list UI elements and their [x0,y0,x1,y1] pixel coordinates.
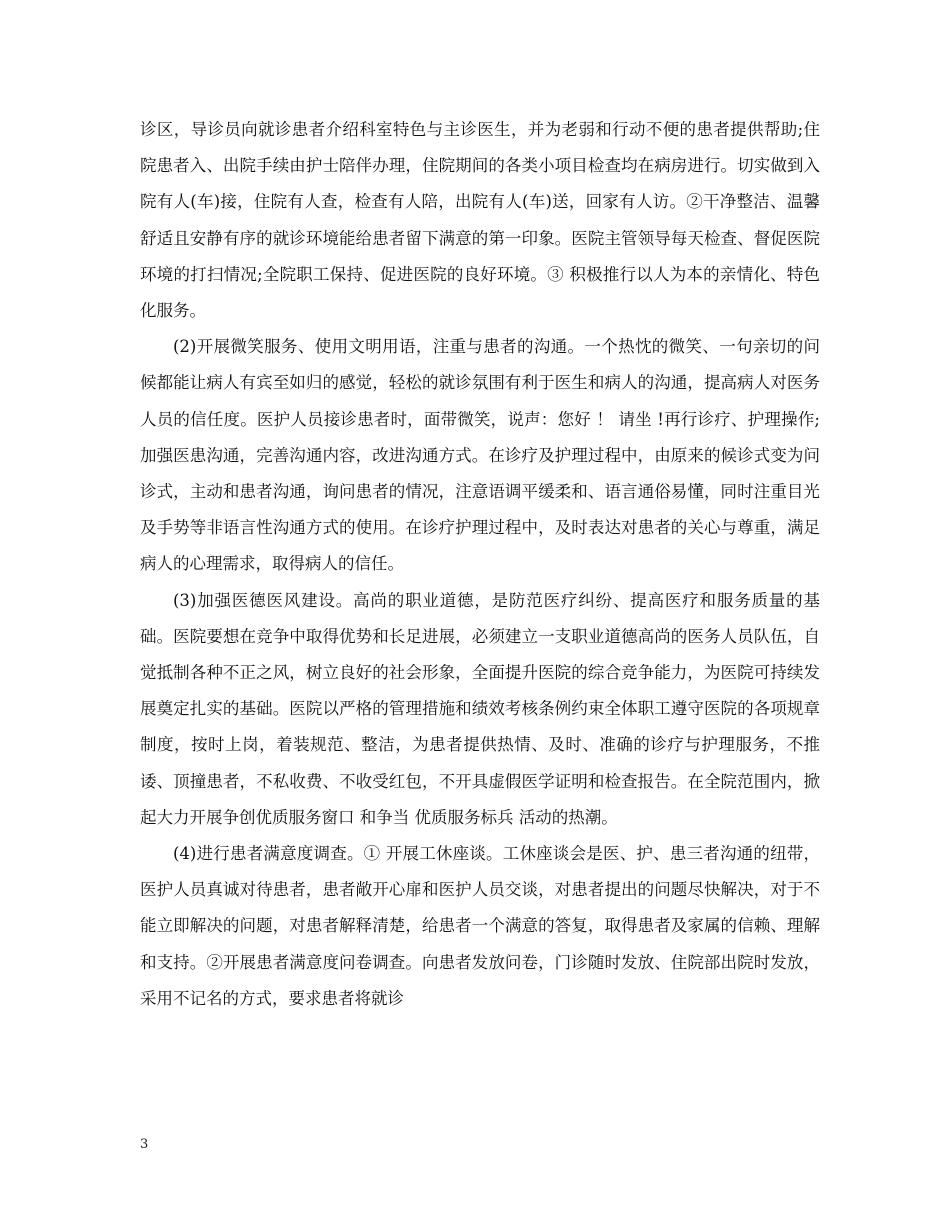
paragraph-1: 诊区，导诊员向就诊患者介绍科室特色与主诊医生，并为老弱和行动不便的患者提供帮助;住院患者入、出院手续由护士陪伴办理，住院期间的各类小项目检查均在病房进行。切实做到入院有人(车)接，住院有人查，检查有人陪，出院有人(车)送，回家有人访。②干净整洁、温馨舒适且安静有序的就诊环境能给患者留下满意的第一印象。医院主管领导每天检查、督促医院环境的打扫情况;全院职工保持、促进医院的良好环境。③ 积极推行以人为本的亲情化、特色化服务。 [140,120,820,321]
paragraph-3: (3)加强医德医风建设。高尚的职业道德，是防范医疗纠纷、提高医疗和服务质量的基础。医院要想在竞争中取得优势和长足进展，必须建立一支职业道德高尚的医务人员队伍，自觉抵制各种不正之风，树立良好的社会形象，全面提升医院的综合竞争能力，为医院可持续发展奠定扎实的基础。医院以严格的管理措施和绩效考核条例约束全体职工遵守医院的各项规章制度，按时上岗，着装规范、整洁，为患者提供热情、及时、准确的诊疗与护理服务，不推诿、顶撞患者，不私收费、不收受红包，不开具虚假医学证明和检查报告。在全院范围内，掀起大力开展争创优质服务窗口 和争当 优质服务标兵 活动的热潮。 [140,590,820,827]
body-text [140,112,820,1017]
paragraph-4: (4)进行患者满意度调查。① 开展工休座谈。工休座谈会是医、护、患三者沟通的纽带，医护人员真诚对待患者，患者敞开心扉和医护人员交谈，对患者提出的问题尽快解决，对于不能立即解决的问题，对患者解释清楚，给患者一个满意的答复，取得患者及家属的信赖、理解和支持。②开展患者满意度问卷调查。向患者发放问卷，门诊随时发放、住院部出院时发放，采用不记名的方式，要求患者将就诊 [140,844,820,1008]
paragraph-2: (2)开展微笑服务、使用文明用语，注重与患者的沟通。一个热忱的微笑、一句亲切的问候都能让病人有宾至如归的感觉，轻松的就诊氛围有利于医生和病人的沟通，提高病人对医务人员的信任度。医护人员接诊患者时，面带微笑，说声：您好 ！ 请坐 !再行诊疗、护理操作;加强医患沟通，完善沟通内容，改进沟通方式。在诊疗及护理过程中，由原来的候诊式变为问诊式，主动和患者沟通，询问患者的情况，注意语调平缓柔和、语言通俗易懂，同时注重目光及手势等非语言性沟通方式的使用。在诊疗护理过程中，及时表达对患者的关心与尊重，满足病人的心理需求，取得病人的信任。 [140,337,820,574]
page-number: 3 [140,1137,149,1152]
